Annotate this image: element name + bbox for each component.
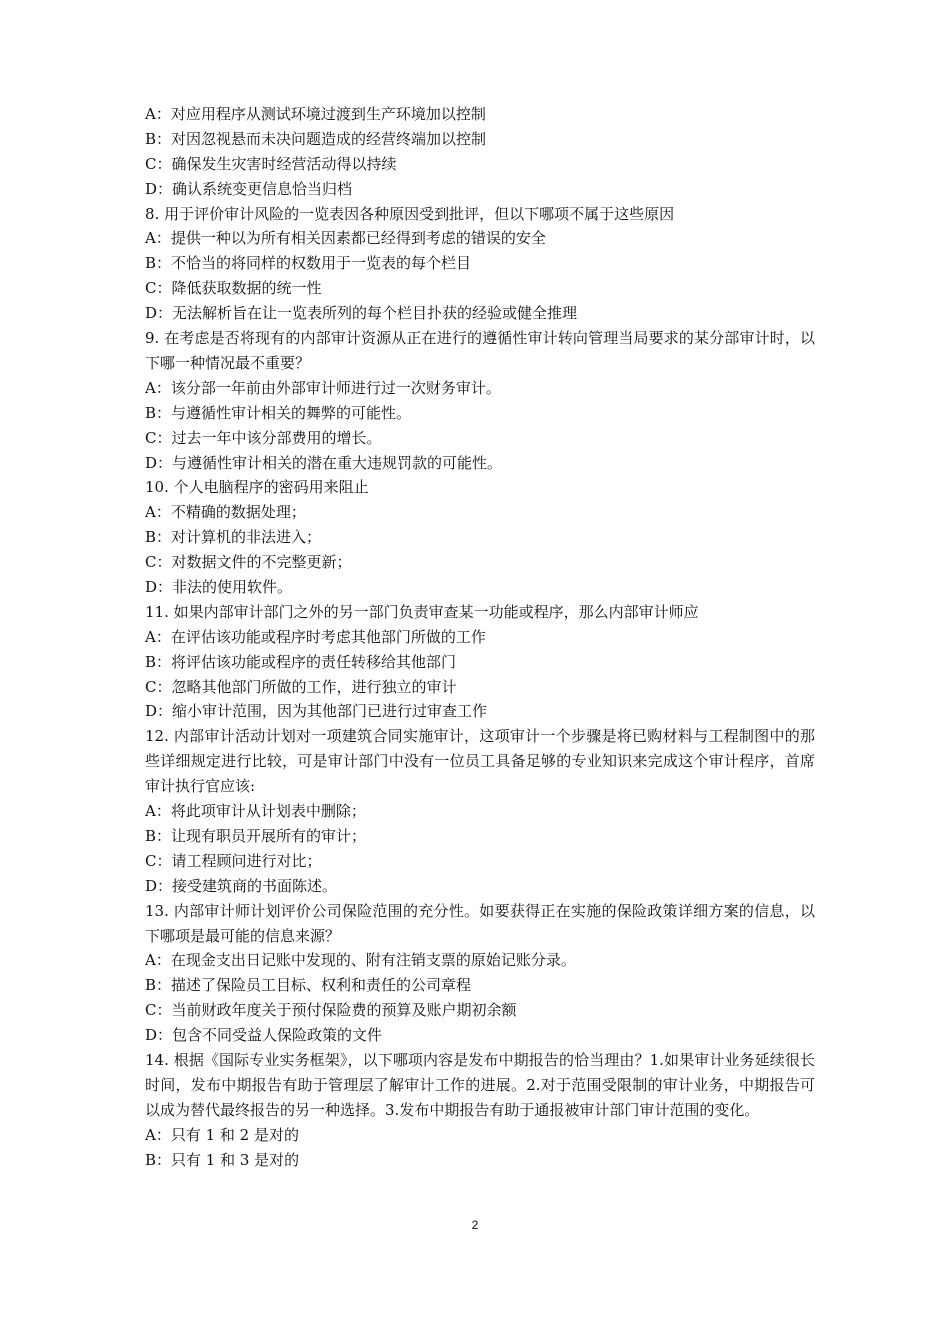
answer-option: B：对计算机的非法进入； bbox=[145, 528, 322, 547]
answer-option: A：对应用程序从测试环境过渡到生产环境加以控制 bbox=[145, 105, 486, 123]
answer-option: D：与遵循性审计相关的潜在重大违规罚款的可能性。 bbox=[145, 453, 503, 472]
answer-option: D：无法解析旨在让一览表所列的每个栏目扑获的经验或健全推理 bbox=[145, 304, 578, 323]
answer-option: A：提供一种以为所有相关因素都已经得到考虑的错误的安全 bbox=[145, 229, 546, 248]
answer-option: B：与遵循性审计相关的舞弊的可能性。 bbox=[145, 403, 412, 422]
answer-option: A：该分部一年前由外部审计师进行过一次财务审计。 bbox=[145, 378, 501, 397]
answer-option: D：非法的使用软件。 bbox=[145, 577, 293, 596]
question-text: 14. 根据《国际专业实务框架》，以下哪项内容是发布中期报告的恰当理由？1.如果审计业务延续很长时间，发布中期报告有助于管理层了解审计工作的进展。2.对于范围受限制的审计业务，中期报告可以成为替代最终报告的另一种选择。3.发布中期报告有助于通报被审计部门审计范围的变化。 bbox=[145, 1051, 815, 1119]
answer-option: C：确保发生灾害时经营活动得以持续 bbox=[145, 154, 397, 173]
answer-option: B：将评估该功能或程序的责任转移给其他部门 bbox=[145, 652, 457, 671]
answer-option: A：在评估该功能或程序时考虑其他部门所做的工作 bbox=[145, 627, 486, 646]
question-text: 8. 用于评价审计风险的一览表因各种原因受到批评，但以下哪项不属于这些原因 bbox=[145, 204, 675, 223]
answer-option: D：接受建筑商的书面陈述。 bbox=[145, 876, 338, 895]
question-text: 10. 个人电脑程序的密码用来阻止 bbox=[145, 478, 369, 497]
answer-option: C：忽略其他部门所做的工作，进行独立的审计 bbox=[145, 677, 457, 696]
answer-option: D：缩小审计范围，因为其他部门已进行过审查工作 bbox=[145, 702, 488, 721]
answer-option: D：包含不同受益人保险政策的文件 bbox=[145, 1026, 383, 1045]
answer-option: C：请工程顾问进行对比； bbox=[145, 851, 322, 870]
answer-option: A：将此项审计从计划表中删除； bbox=[145, 802, 366, 821]
answer-option: C：过去一年中该分部费用的增长。 bbox=[145, 428, 382, 447]
answer-option: B：对因忽视悬而未决问题造成的经营终端加以控制 bbox=[145, 129, 487, 148]
answer-option: A：在现金支出日记账中发现的、附有注销支票的原始记账分录。 bbox=[145, 951, 576, 970]
question-text: 12. 内部审计活动计划对一项建筑合同实施审计，这项审计一个步骤是将已购材料与工程制图中的那些详细规定进行比较，可是审计部门中没有一位员工具备足够的专业知识来完成这个审计程序，首席审计执行官应该: bbox=[145, 727, 815, 796]
question-text: 9. 在考虑是否将现有的内部审计资源从正在进行的遵循性审计转向管理当局要求的某分部审计时，以下哪一种情况最不重要？ bbox=[145, 329, 815, 372]
page-number: 2 bbox=[471, 1218, 479, 1232]
answer-option: D：确认系统变更信息恰当归档 bbox=[145, 179, 353, 198]
answer-option: C：降低获取数据的统一性 bbox=[145, 279, 322, 298]
answer-option: C：当前财政年度关于预付保险费的预算及账户期初余额 bbox=[145, 1001, 517, 1020]
question-text: 11. 如果内部审计部门之外的另一部门负责审查某一功能或程序，那么内部审计师应 bbox=[145, 602, 699, 621]
answer-option: B：不恰当的将同样的权数用于一览表的每个栏目 bbox=[145, 254, 472, 273]
document-body bbox=[145, 102, 815, 1173]
answer-option: A：只有 1 和 2 是对的 bbox=[145, 1125, 299, 1144]
answer-option: B：描述了保险员工目标、权利和责任的公司章程 bbox=[145, 976, 472, 995]
answer-option: B：只有 1 和 3 是对的 bbox=[145, 1150, 300, 1169]
answer-option: B：让现有职员开展所有的审计； bbox=[145, 826, 367, 845]
answer-option: C：对数据文件的不完整更新； bbox=[145, 553, 352, 572]
answer-option: A：不精确的数据处理； bbox=[145, 503, 306, 522]
question-text: 13. 内部审计师计划评价公司保险范围的充分性。如要获得正在实施的保险政策详细方案的信息，以下哪项是最可能的信息来源？ bbox=[145, 901, 815, 945]
